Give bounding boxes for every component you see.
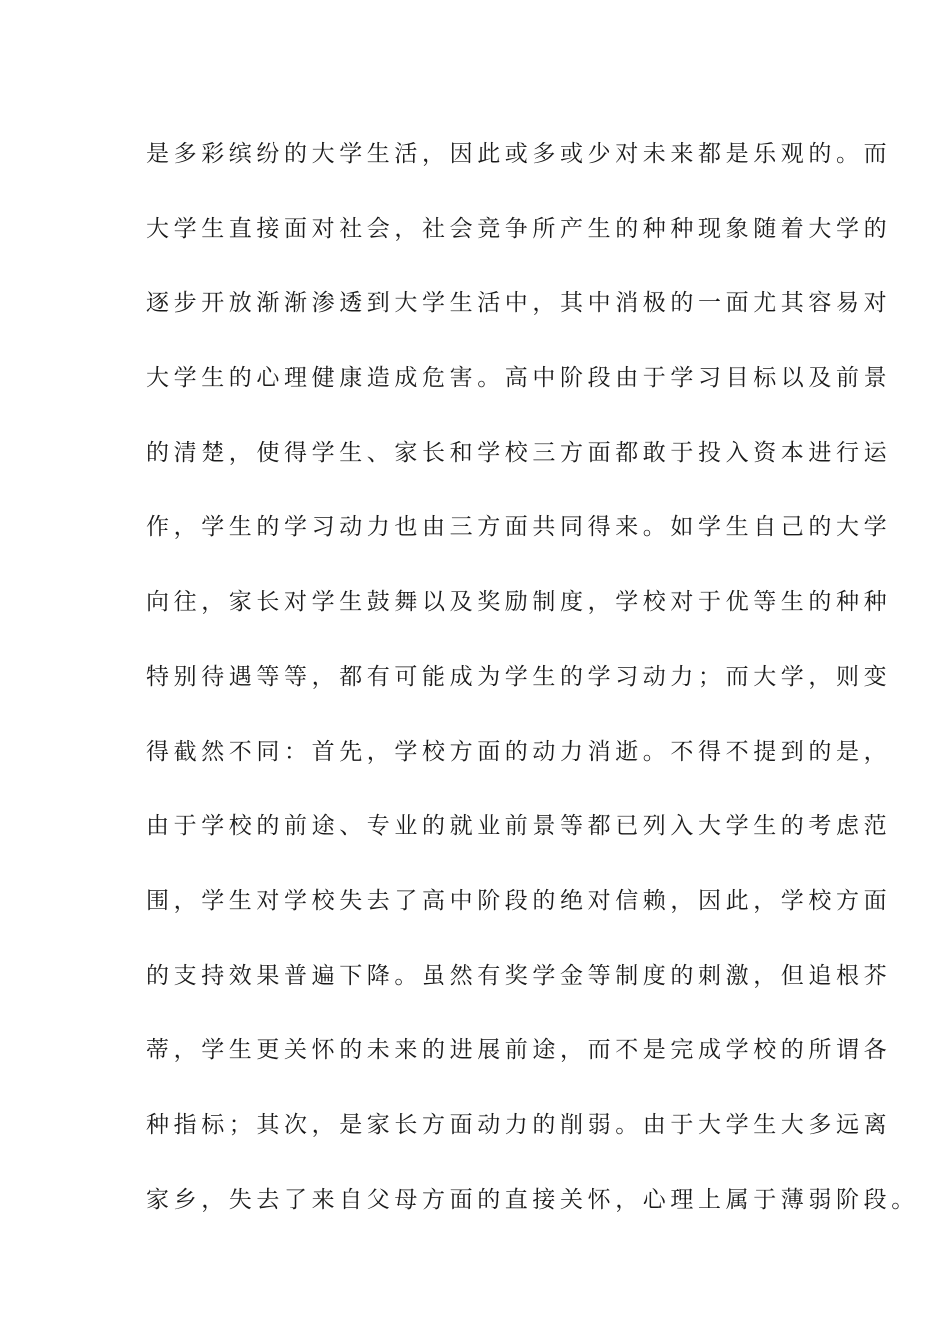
text-line: 是多彩缤纷的大学生活，因此或多或少对未来都是乐观的。而 [146,141,892,167]
text-line: 向往，家长对学生鼓舞以及奖励制度，学校对于优等生的种种 [146,589,892,616]
text-line: 的清楚，使得学生、家长和学校三方面都敢于投入资本进行运 [146,439,892,466]
text-line: 大学生的心理健康造成危害。高中阶段由于学习目标以及前景 [146,365,892,392]
text-line: 特别待遇等等，都有可能成为学生的学习动力；而大学，则变 [146,663,892,690]
text-line: 大学生直接面对社会，社会竞争所产生的种种现象随着大学的 [146,215,892,242]
text-line: 的支持效果普遍下降。虽然有奖学金等制度的刺激，但追根芥 [146,962,892,989]
text-line: 种指标；其次，是家长方面动力的削弱。由于大学生大多远离 [146,1111,892,1138]
text-line: 家乡，失去了来自父母方面的直接关怀，心理上属于薄弱阶段。 [146,1186,919,1213]
text-line: 逐步开放渐渐渗透到大学生活中，其中消极的一面尤其容易对 [146,290,892,317]
body-paragraph [146,132,919,1252]
text-line: 由于学校的前途、专业的就业前景等都已列入大学生的考虑范 [146,813,892,840]
text-line: 蒂，学生更关怀的未来的进展前途，而不是完成学校的所谓各 [146,1037,892,1064]
text-line: 得截然不同：首先，学校方面的动力消逝。不得不提到的是， [146,738,892,765]
text-line: 围，学生对学校失去了高中阶段的绝对信赖，因此，学校方面 [146,887,892,914]
text-line: 作，学生的学习动力也由三方面共同得来。如学生自己的大学 [146,514,892,541]
